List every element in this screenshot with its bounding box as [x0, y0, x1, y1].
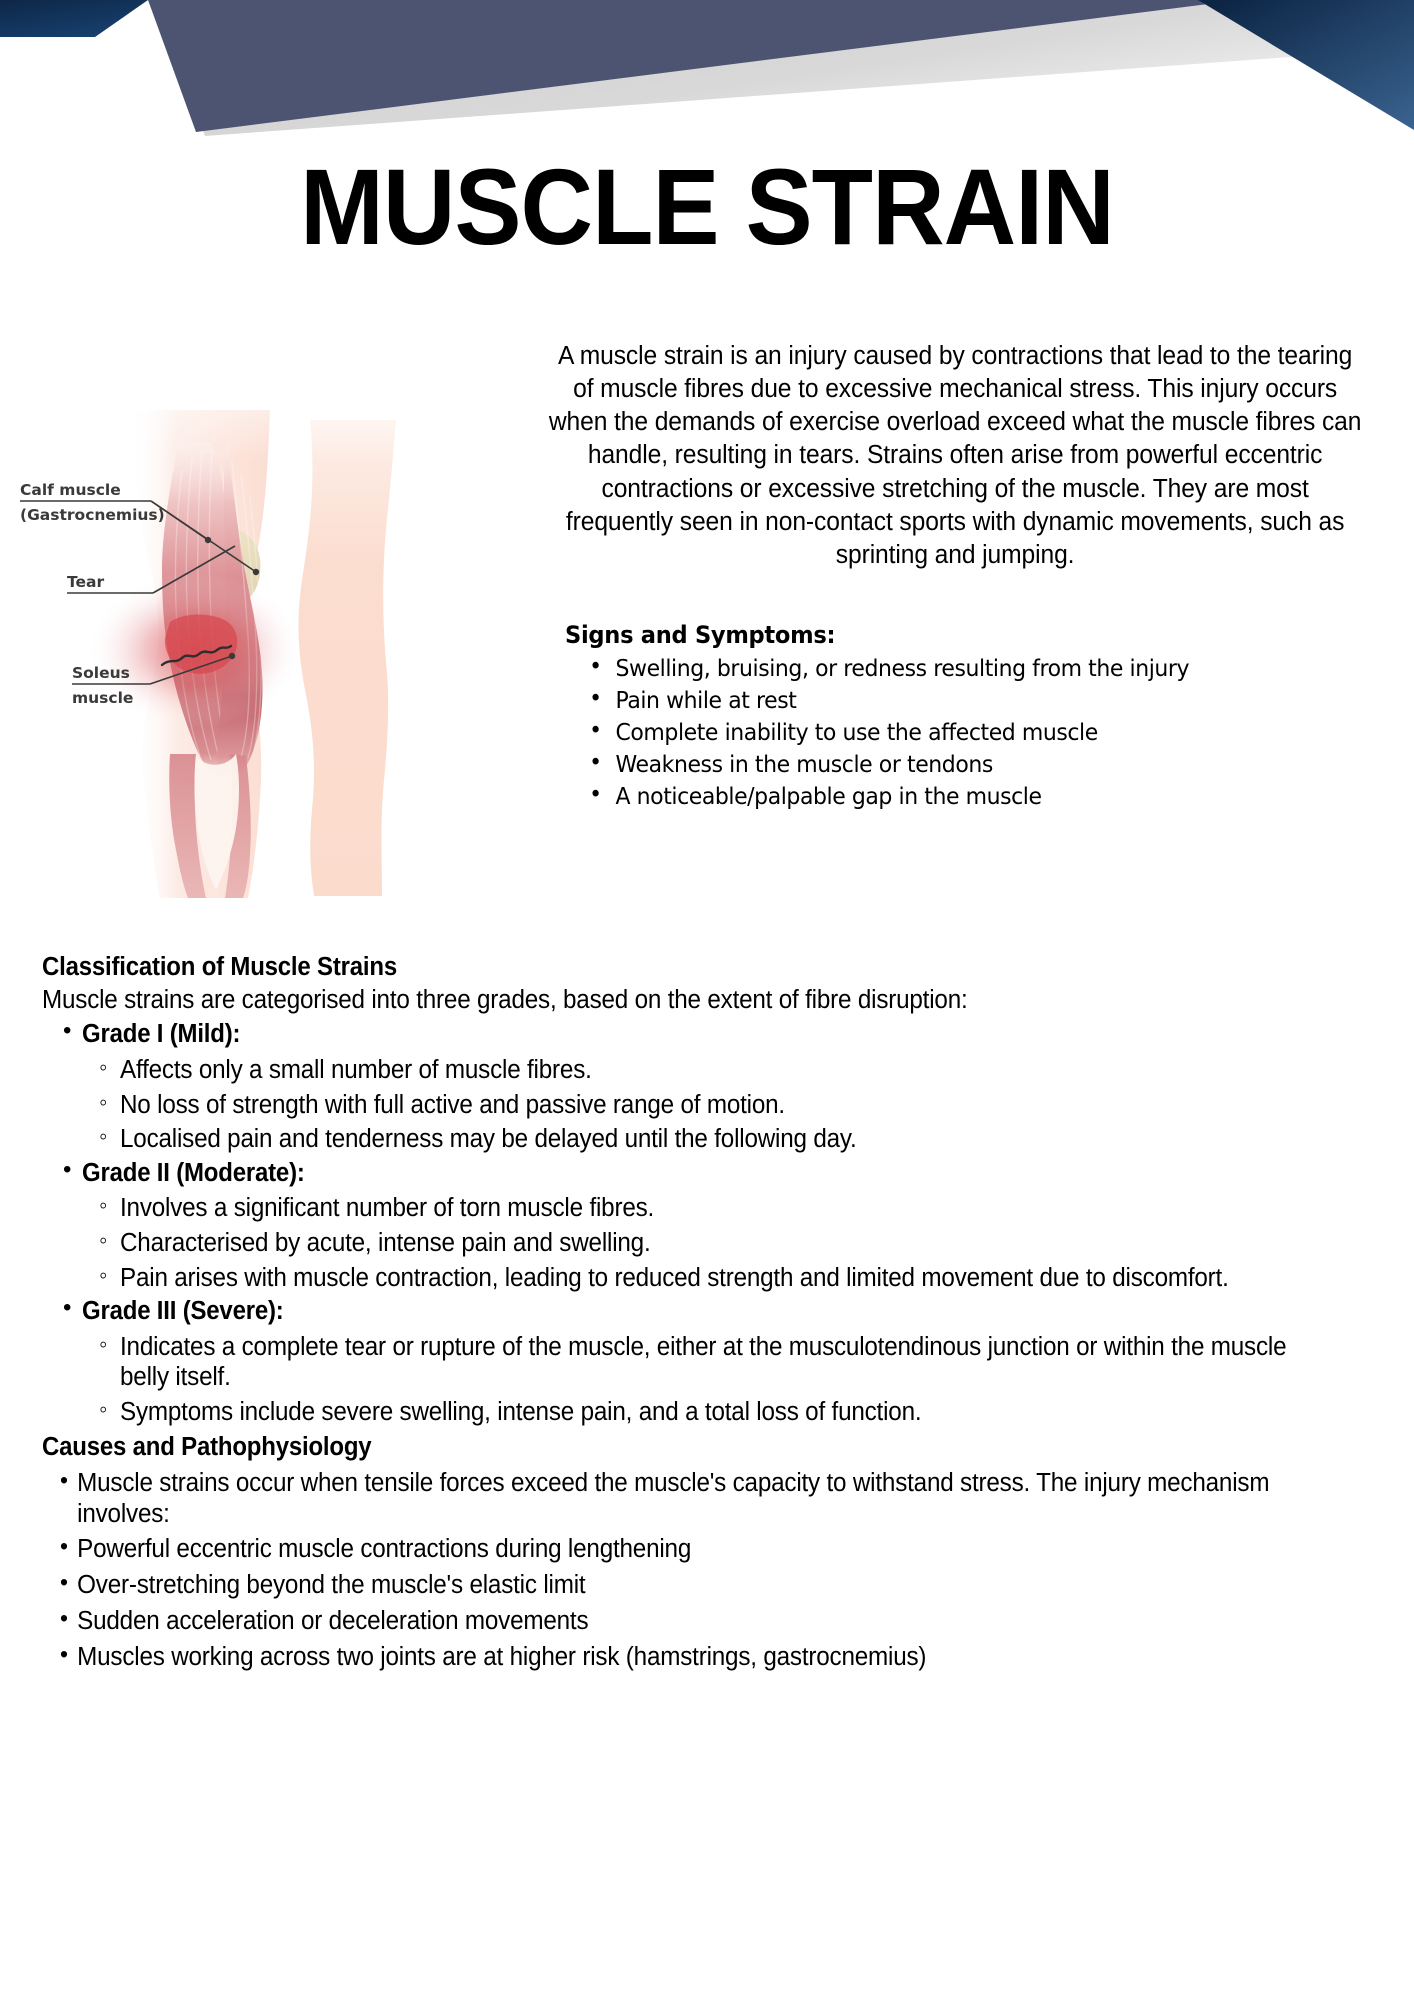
list-item: ◦ Affects only a small number of muscle fibres.: [82, 1055, 1308, 1086]
list-item: • Pain while at rest: [565, 685, 1341, 717]
header-shadow-strip: [155, 0, 1414, 136]
grade-points-list: [82, 1193, 1372, 1293]
top-region: [0, 320, 1414, 930]
causes-list: [42, 1468, 1372, 1673]
page-title: MUSCLE STRAIN: [300, 146, 1114, 267]
secondary-leg-silhouette: [299, 420, 396, 896]
classification-heading: Classification of Muscle Strains: [42, 953, 397, 981]
list-item: ◦ Localised pain and tenderness may be delayed until the following day.: [82, 1124, 1308, 1155]
list-item: • Powerful eccentric muscle contractions during lengthening: [42, 1534, 1306, 1565]
anat-label-tear: Tear: [67, 573, 105, 591]
grade-item-1: [42, 1019, 1372, 1154]
list-item: ◦ Pain arises with muscle contraction, leading to reduced strength and limited movement due to discomfort.: [82, 1263, 1308, 1294]
grade-label: • Grade II (Moderate):: [82, 1158, 305, 1187]
grade-points-list: [82, 1332, 1372, 1428]
list-item: • Weakness in the muscle or tendons: [565, 749, 1341, 781]
list-item: • A noticeable/palpable gap in the muscle: [565, 781, 1341, 813]
anat-label-calf-muscle-line1: Calf muscle: [20, 481, 121, 499]
grade-item-2: [42, 1158, 1372, 1293]
list-item: • Over-stretching beyond the muscle's elastic limit: [42, 1570, 1306, 1601]
decorative-header-band: [0, 0, 1414, 150]
list-item: ◦ Characterised by acute, intense pain and swelling.: [82, 1228, 1308, 1259]
anat-label-soleus-line2: muscle: [72, 689, 134, 707]
header-navy-left-shape: [0, 0, 148, 37]
list-item: ◦ Symptoms include severe swelling, intense pain, and a total loss of function.: [82, 1397, 1308, 1428]
list-item: • Muscles working across two joints are at higher risk (hamstrings, gastrocnemius): [42, 1642, 1306, 1673]
list-item: • Swelling, bruising, or redness resulting from the injury: [565, 653, 1341, 685]
list-item: • Complete inability to use the affected muscle: [565, 717, 1341, 749]
header-navy-right-shape: [1198, 0, 1414, 130]
classification-lead: Muscle strains are categorised into three grades, based on the extent of fibre disruption:: [42, 986, 968, 1015]
anat-label-soleus-line1: Soleus: [72, 664, 130, 682]
body-region: [42, 952, 1372, 1673]
symptoms-list: [565, 653, 1395, 813]
grade-label: • Grade III (Severe):: [82, 1297, 284, 1326]
anat-label-calf-muscle-line2: (Gastrocnemius): [20, 506, 165, 524]
intro-column: [545, 340, 1395, 813]
header-slate-plate: [148, 0, 1240, 132]
grade-label: • Grade I (Mild):: [82, 1020, 241, 1049]
list-item: ◦ Involves a significant number of torn muscle fibres.: [82, 1193, 1308, 1224]
symptoms-block: [545, 620, 1395, 813]
intro-paragraph: A muscle strain is an injury caused by contractions that lead to the tearing of muscle fibres due to excessive mechanical stress. This injury occurs when the demands of exercise overload exceed what the muscle fibres can handle, resulting in tears. Strains often arise from powerful eccentric contractions or excessive stretching of the muscle. They are most frequently seen in non-contact sports with dynamic movements, such as sprinting and jumping.: [548, 342, 1362, 569]
grades-list: [42, 1019, 1372, 1427]
list-item: ◦ No loss of strength with full active and passive range of motion.: [82, 1090, 1308, 1121]
grade-points-list: [82, 1055, 1372, 1155]
grade-item-3: [42, 1296, 1372, 1427]
list-item: ◦ Indicates a complete tear or rupture of the muscle, either at the musculotendinous junction or within the muscle belly itself.: [82, 1332, 1308, 1393]
list-item: • Muscle strains occur when tensile forces exceed the muscle's capacity to withstand stress. The injury mechanism involves:: [42, 1468, 1306, 1530]
symptoms-heading: Signs and Symptoms:: [565, 620, 836, 649]
calf-muscle-strain-diagram: [10, 350, 550, 930]
causes-heading: Causes and Pathophysiology: [42, 1432, 372, 1461]
list-item: • Sudden acceleration or deceleration movements: [42, 1606, 1306, 1637]
